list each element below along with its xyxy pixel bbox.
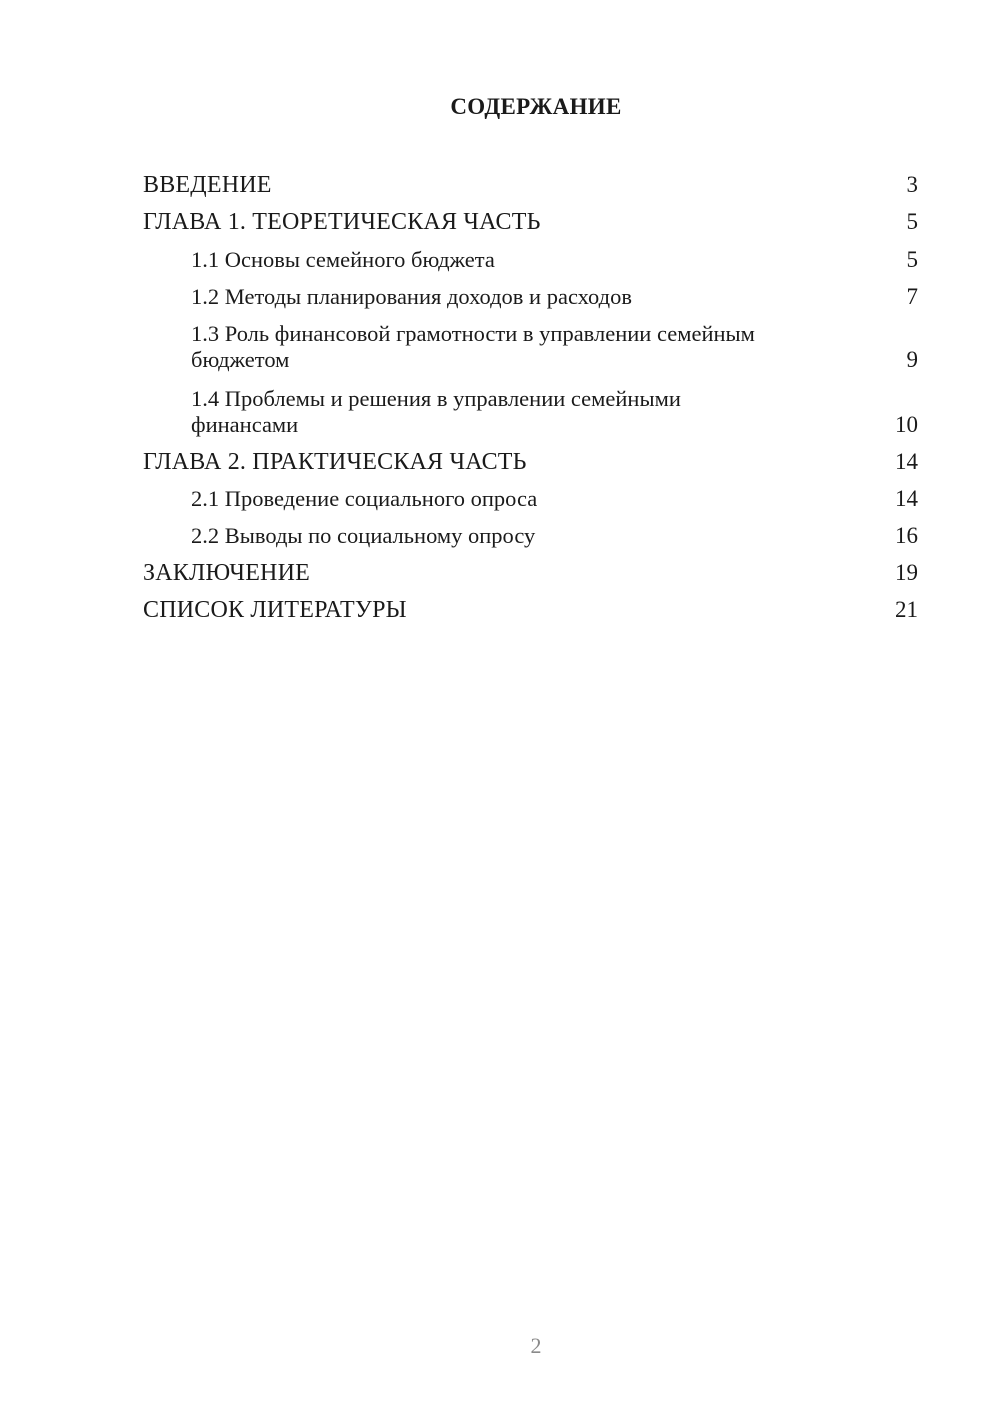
toc-entry-page: 16 [895,523,918,548]
toc-entry-label: ЗАКЛЮЧЕНИЕ [143,560,310,586]
toc-entry-label-line-2: финансами [191,412,299,437]
toc-entry-label-line-1: 1.3 Роль финансовой грамотности в управлении семейным [191,321,755,346]
toc-entry-label: 2.1 Проведение социального опроса [191,486,538,511]
page-number: 2 [530,1333,542,1358]
page-title: СОДЕРЖАНИЕ [450,94,622,119]
toc-entry-page: 14 [895,449,918,474]
toc-entry-label: 2.2 Выводы по социальному опросу [191,523,536,548]
toc-entry-page: 5 [906,247,918,272]
toc-entry-label: ВВЕДЕНИЕ [143,172,272,198]
toc-entry-label: ГЛАВА 1. ТЕОРЕТИЧЕСКАЯ ЧАСТЬ [143,209,541,235]
toc-entry-label: ГЛАВА 2. ПРАКТИЧЕСКАЯ ЧАСТЬ [143,449,527,475]
toc-entry-page: 3 [906,172,918,197]
toc-entry-label-line-2: бюджетом [191,347,290,372]
toc-entry-label-line-1: 1.4 Проблемы и решения в управлении семейными [191,386,681,411]
toc-entry-label: 1.2 Методы планирования доходов и расходов [191,284,632,309]
toc-entry-page: 19 [895,560,918,585]
toc-entry-page: 7 [906,284,918,309]
toc-entry-page: 5 [906,209,918,234]
toc-entry-page: 21 [895,597,918,622]
toc-entry-label: СПИСОК ЛИТЕРАТУРЫ [143,597,407,623]
toc-entry-page: 9 [906,347,918,372]
toc-entry-label: 1.1 Основы семейного бюджета [191,247,495,272]
table-of-contents [0,0,1000,700]
toc-entry-page: 14 [895,486,918,511]
toc-entry-page: 10 [895,412,918,437]
